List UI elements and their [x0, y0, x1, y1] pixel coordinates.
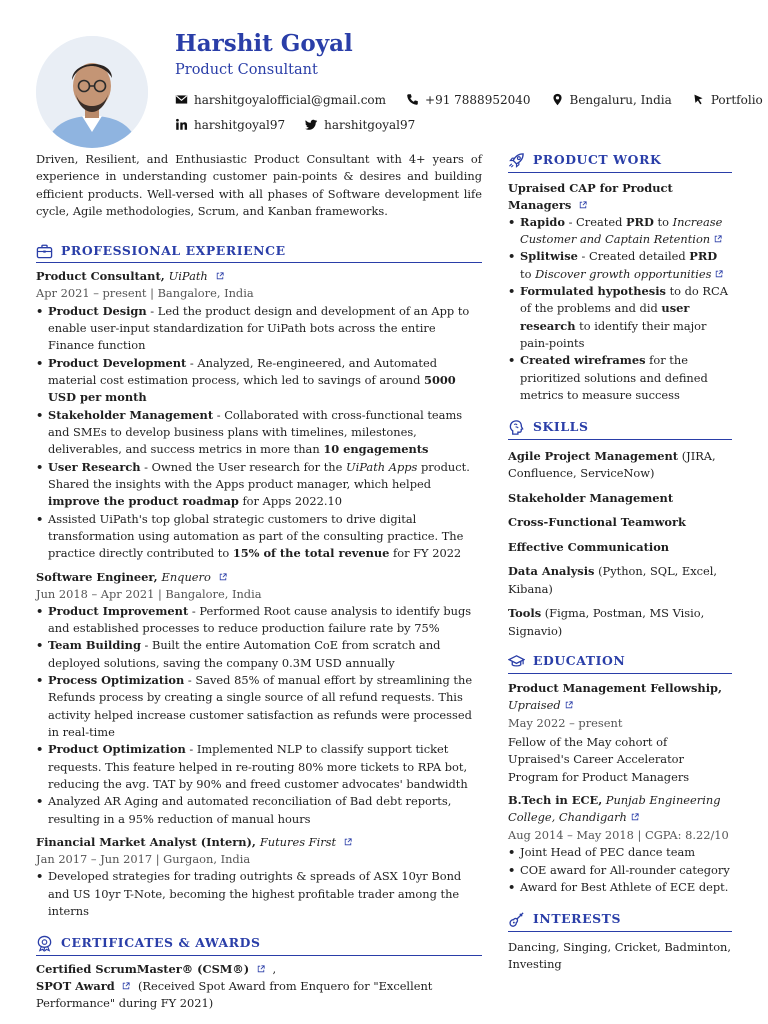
- job-title: Financial Market Analyst (Intern),: [36, 834, 256, 849]
- skill-item: Tools (Figma, Postman, MS Visio, Signavio): [508, 606, 705, 638]
- external-link-icon[interactable]: [714, 235, 722, 243]
- list-item: • Team Building - Built the entire Automation CoE from scratch and deployed solutions, saving the company 0.3M USD annually: [36, 637, 482, 672]
- job-header: [36, 268, 482, 285]
- company-name: UiPath: [168, 269, 208, 284]
- list-item: • Award for Best Athlete of ECE dept.: [508, 879, 732, 896]
- phone-icon: [406, 93, 419, 106]
- list-item: • Stakeholder Management - Collaborated with cross-functional teams and SMEs to develop business plans with timelines, milestones, deliverables, and success metrics in more than 10 engagements: [36, 407, 482, 459]
- candidate-name: Harshit Goyal: [175, 30, 353, 57]
- linkedin-link[interactable]: [175, 118, 285, 131]
- portfolio-text: Portfolio: [710, 92, 763, 107]
- contact-row-social: [175, 118, 435, 131]
- education-description: Fellow of the May cohort of Upraised's Career Accelerator Program for Product Managers: [508, 734, 690, 784]
- external-link-icon[interactable]: [565, 701, 573, 709]
- section-title-skills: [508, 418, 732, 440]
- left-column: [36, 151, 482, 1012]
- certificate-csm: Certified ScrumMaster® (CSM®) ,: [36, 961, 277, 976]
- section-title-education: [508, 652, 732, 674]
- section-title-product-work-text: PRODUCT WORK: [533, 152, 662, 167]
- list-item: • Analyzed AR Aging and automated reconciliation of Bad debt reports, resulting in a 95% reduction of manual hours: [36, 793, 482, 828]
- external-link-icon[interactable]: [715, 270, 723, 278]
- profile-photo: [36, 36, 148, 148]
- twitter-link[interactable]: [305, 118, 415, 131]
- linkedin-text: harshitgoyal97: [194, 117, 286, 132]
- list-item: • Product Design - Led the product design and development of an App to enable user-input standardization for UiPath bots across the entire Finance function: [36, 303, 482, 355]
- list-item: • Created wireframes for the prioritized solutions and defined metrics to measure success: [508, 352, 732, 404]
- job-entry-uipath: [36, 268, 482, 562]
- section-title-skills-text: SKILLS: [533, 419, 589, 435]
- education-meta: Aug 2014 – May 2018 | CGPA: 8.22/10: [508, 828, 729, 843]
- award-title: SPOT Award: [36, 978, 115, 993]
- external-link-icon[interactable]: [579, 201, 587, 209]
- award-description: (Received Spot Award from Enquero for "Excellent Performance" during FY 2021): [36, 978, 433, 1011]
- right-column: [508, 151, 732, 973]
- section-title-experience-text: PROFESSIONAL EXPERIENCE: [61, 242, 286, 258]
- job-bullets: [36, 868, 482, 920]
- external-link-icon[interactable]: [257, 965, 265, 973]
- product-work-title: Upraised CAP for Product Managers: [508, 180, 673, 212]
- envelope-icon: [175, 93, 188, 106]
- external-link-icon[interactable]: [122, 982, 130, 990]
- list-item: • User Research - Owned the User research for the UiPath Apps product. Shared the insights with the Apps product manager, which helped improve the product roadmap for Apps 2022.10: [36, 459, 482, 511]
- section-title-interests: [508, 910, 732, 932]
- contact-row-primary: [175, 93, 768, 106]
- education-title: B.Tech in ECE, Punjab Engineering College, Chandigarh: [508, 792, 721, 825]
- candidate-role: Product Consultant: [175, 62, 318, 78]
- map-pin-icon: [551, 93, 564, 106]
- product-work-bullets: [508, 214, 732, 405]
- job-meta: Jan 2017 – Jun 2017 | Gurgaon, India: [36, 852, 251, 867]
- location-item: [551, 93, 672, 106]
- skill-item: Agile Project Management (JIRA, Confluence, ServiceNow): [508, 449, 716, 481]
- email-link[interactable]: [175, 93, 386, 106]
- company-name: Futures First: [259, 834, 337, 849]
- job-title: Product Consultant,: [36, 269, 165, 284]
- skill-item: Cross-Functional Teamwork: [508, 515, 686, 530]
- portfolio-link[interactable]: [692, 93, 763, 106]
- external-link-icon[interactable]: [216, 272, 224, 280]
- twitter-bird-icon: [305, 118, 318, 131]
- job-entry-futures-first: [36, 834, 482, 920]
- job-title: Software Engineer,: [36, 569, 158, 584]
- skill-item: Data Analysis (Python, SQL, Excel, Kibana): [508, 564, 718, 596]
- section-title-product-work: [508, 151, 732, 173]
- interests-text: Dancing, Singing, Cricket, Badminton, Investing: [508, 939, 732, 972]
- skill-item: Effective Communication: [508, 539, 670, 554]
- certificates-list: [36, 961, 482, 1012]
- section-title-certificates: [36, 934, 482, 956]
- job-header: [36, 569, 482, 586]
- twitter-text: harshitgoyal97: [324, 117, 416, 132]
- section-title-certificates-text: CERTIFICATES & AWARDS: [61, 935, 261, 951]
- linkedin-icon: [175, 118, 188, 131]
- education-entry-upraised: [508, 680, 732, 786]
- briefcase-icon: [36, 243, 53, 260]
- list-item: • Splitwise - Created detailed PRD to Discover growth opportunities: [508, 248, 732, 283]
- skills-list: [508, 448, 732, 640]
- job-entry-enquero: [36, 569, 482, 828]
- external-link-icon[interactable]: [631, 813, 639, 821]
- education-institution: Upraised: [508, 697, 732, 714]
- email-text: harshitgoyalofficial@gmail.com: [194, 92, 387, 107]
- section-title-education-text: EDUCATION: [533, 652, 626, 668]
- certificate-title: Certified ScrumMaster® (CSM®): [36, 961, 250, 976]
- company-name: Enquero: [161, 569, 211, 584]
- list-item: • Developed strategies for trading outrights & spreads of ASX 10yr Bond and US 10yr T-Note, becoming the highest profitable trader among the interns: [36, 868, 482, 920]
- phone-link[interactable]: [406, 93, 531, 106]
- list-item: • Rapido - Created PRD to Increase Customer and Captain Retention: [508, 214, 732, 249]
- section-title-interests-text: INTERESTS: [533, 911, 622, 927]
- list-item: • Product Development - Analyzed, Re-engineered, and Automated material cost estimation process, which led to savings of around 5000 USD per month: [36, 355, 482, 407]
- education-title: Product Management Fellowship,: [508, 680, 722, 695]
- job-bullets: [36, 603, 482, 828]
- job-meta: Apr 2021 – present | Bangalore, India: [36, 286, 254, 301]
- rocket-icon: [508, 152, 525, 169]
- summary-paragraph: Driven, Resilient, and Enthusiastic Product Consultant with 4+ years of experience in understanding customer pain-points & desires and building efficient products. Well-versed with all phases of Software development life cycle, Agile methodologies, Scrum, and Kanban frameworks.: [36, 152, 482, 219]
- list-item: • Product Optimization - Implemented NLP to classify support ticket requests. This feature helped in re-routing 80% more tickets to RPA bot, reducing the avg. TAT by 90% and freed customer advocates' bandwidth: [36, 741, 482, 793]
- list-item: • Formulated hypothesis to do RCA of the problems and did user research to identify their major pain-points: [508, 283, 732, 352]
- job-bullets: [36, 303, 482, 563]
- brain-icon: [508, 419, 525, 436]
- list-item: • Assisted UiPath's top global strategic customers to drive digital transformation using automation as part of the consulting practice. The practice directly contributed to 15% of the total revenue for FY 2022: [36, 511, 482, 563]
- skill-item: Stakeholder Management: [508, 490, 674, 505]
- award-spot: [36, 978, 482, 1012]
- external-link-icon[interactable]: [344, 838, 352, 846]
- cursor-pointer-icon: [692, 93, 705, 106]
- graduation-cap-icon: [508, 653, 525, 670]
- education-bullets: [508, 844, 732, 896]
- award-icon: [36, 935, 53, 952]
- guitar-icon: [508, 911, 525, 928]
- product-work-entry: [508, 180, 732, 405]
- list-item: • COE award for All-rounder category: [508, 862, 732, 879]
- list-item: • Product Improvement - Performed Root cause analysis to identify bugs and established processes to reduce production failure rate by 75%: [36, 603, 482, 638]
- education-meta: May 2022 – present: [508, 715, 623, 730]
- external-link-icon[interactable]: [219, 573, 227, 581]
- job-header: [36, 834, 482, 851]
- list-item: • Process Optimization - Saved 85% of manual effort by streamlining the Refunds process by creating a single source of all refund requests. This activity helped increase customer satisfaction as refunds were processed in real-time: [36, 672, 482, 741]
- phone-text: +91 7888952040: [425, 92, 531, 107]
- section-title-experience: [36, 242, 482, 264]
- education-entry-pec: [508, 792, 732, 896]
- job-meta: Jun 2018 – Apr 2021 | Bangalore, India: [36, 586, 262, 601]
- list-item: • Joint Head of PEC dance team: [508, 844, 732, 861]
- location-text: Bengaluru, India: [569, 92, 672, 107]
